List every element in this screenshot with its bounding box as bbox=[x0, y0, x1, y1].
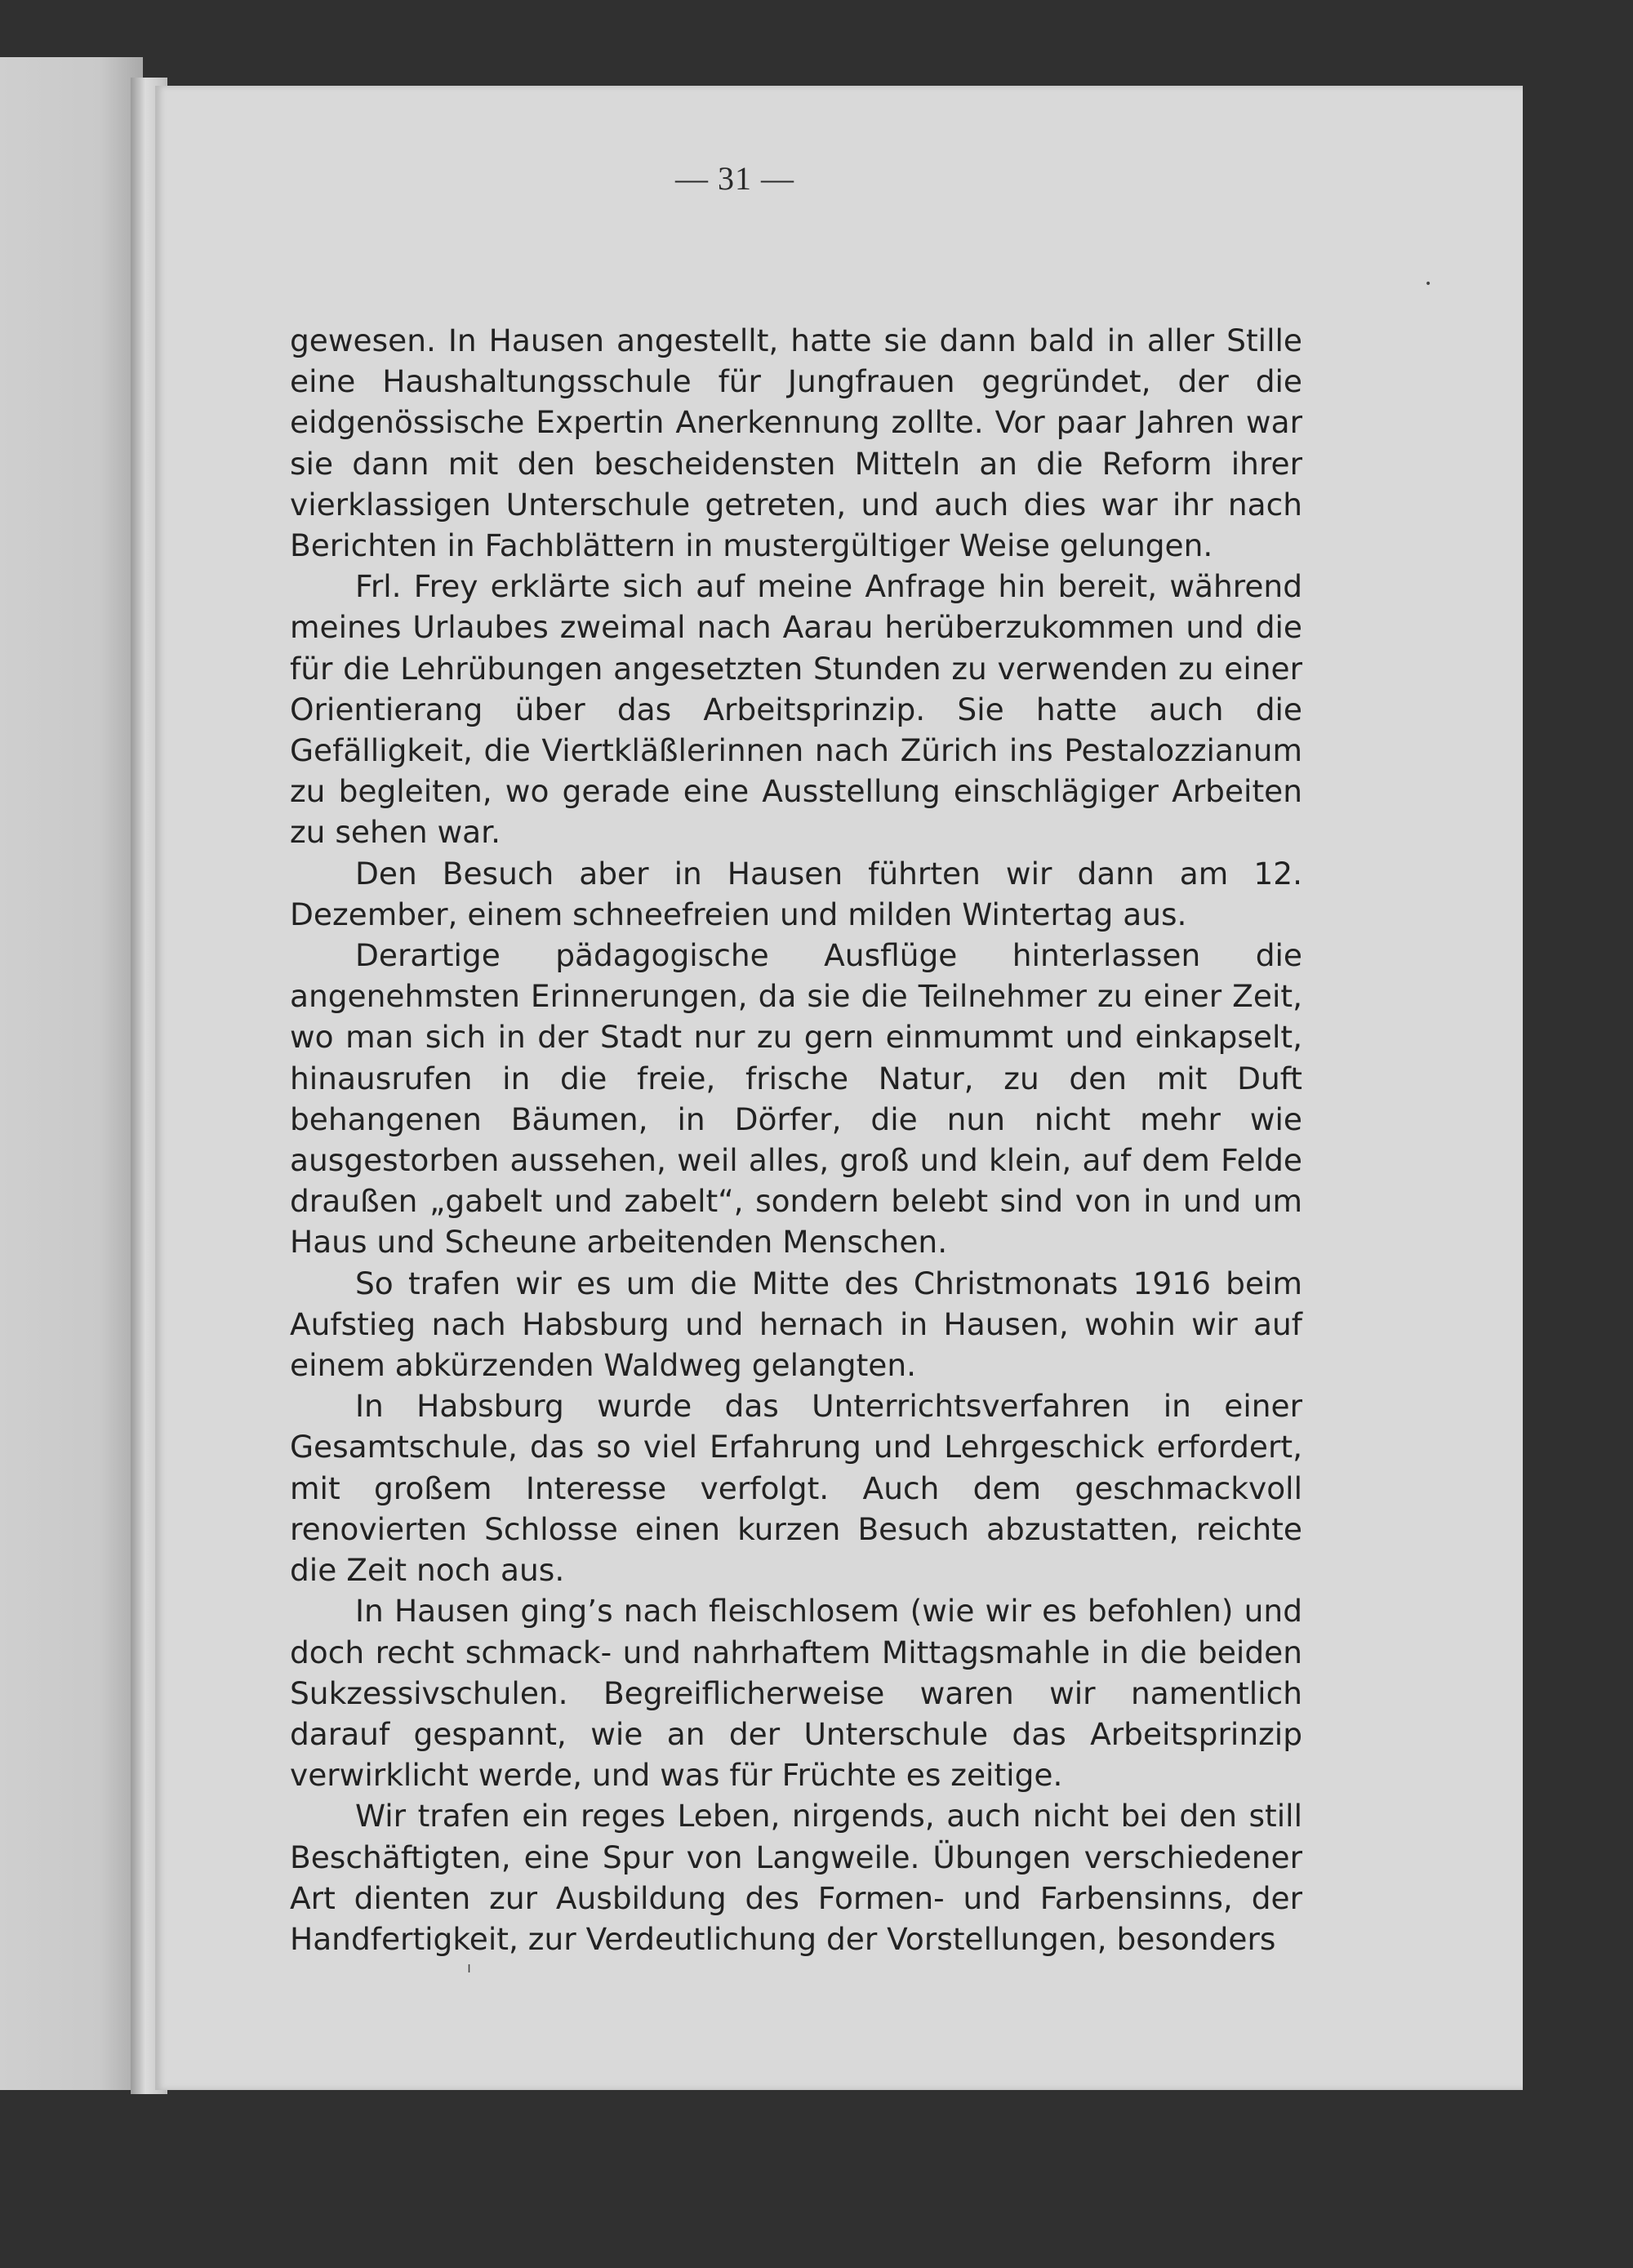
paragraph: Derartige pädagogische Ausflüge hinterlassen die angenehmsten Erinnerungen, da sie die Teilnehmer zu einer Zeit, wo man sich in der Stadt nur zu gern einmummt und einkapselt, hinausrufen in die freie, frische Natur, zu den mit Duft behangenen Bäumen, in Dörfer, die nun nicht mehr wie ausgestorben aussehen, weil alles, groß und klein, auf dem Felde draußen „gabelt und zabelt“, sondern belebt sind von in und um Haus und Scheune arbeitenden Menschen. bbox=[290, 937, 1302, 1261]
paragraph: Wir trafen ein reges Leben, nirgends, auch nicht bei den still Beschäftigten, eine Spur von Langweile. Übungen verschiedener Art dienten zur Ausbildung des Formen- und Farbensinns, der Handfertigkeit, zur Verdeutlichung der Vorstellungen, besonders bbox=[290, 1798, 1302, 1957]
body-text bbox=[290, 320, 1302, 1959]
paragraph: gewesen. In Hausen angestellt, hatte sie dann bald in aller Stille eine Haushaltungsschule für Jungfrauen gegründet, der die eidgenössische Expertin Anerkennung zollte. Vor paar Jahren war sie dann mit den bescheidensten Mitteln an die Reform ihrer vierklassigen Unterschule getreten, und auch dies war ihr nach Berichten in Fachblättern in mustergültiger Weise gelungen. bbox=[290, 322, 1302, 564]
paragraph: So trafen wir es um die Mitte des Christmonats 1916 beim Aufstieg nach Habsburg und hernach in Hausen, wohin wir auf einem abkürzenden Waldweg gelangten. bbox=[290, 1265, 1302, 1384]
paragraph: Den Besuch aber in Hausen führten wir dann am 12. Dezember, einem schneefreien und milden Wintertag aus. bbox=[290, 855, 1302, 932]
paragraph: In Hausen ging’s nach fleischlosem (wie wir es befohlen) und doch recht schmack- und nahrhaftem Mittagsmahle in die beiden Sukzessivschulen. Begreiflicherweise waren wir namentlich darauf gespannt, wie an der Unterschule das Arbeitsprinzip verwirklicht werde, und was für Früchte es zeitige. bbox=[290, 1593, 1302, 1794]
ink-speck: ı bbox=[467, 1959, 472, 1977]
left-page-edge bbox=[0, 57, 143, 2090]
paragraph: Frl. Frey erklärte sich auf meine Anfrage hin bereit, während meines Urlaubes zweimal nach Aarau herüberzukommen und die für die Lehrübungen angesetzten Stunden zu verwenden zu einer Orientierang über das Arbeitsprinzip. Sie hatte auch die Gefälligkeit, die Viertkläßlerinnen nach Zürich ins Pestalozzianum zu begleiten, wo gerade eine Ausstellung einschlägiger Arbeiten zu sehen war. bbox=[290, 568, 1302, 851]
page-number: — 31 — bbox=[675, 160, 794, 197]
ink-speck: • bbox=[1425, 278, 1432, 291]
paragraph: In Habsburg wurde das Unterrichtsverfahren in einer Gesamtschule, das so viel Erfahrung und Lehrgeschick erfordert, mit großem Interesse verfolgt. Auch dem geschmackvoll renovierten Schlosse einen kurzen Besuch abzustatten, reichte die Zeit noch aus. bbox=[290, 1388, 1302, 1589]
